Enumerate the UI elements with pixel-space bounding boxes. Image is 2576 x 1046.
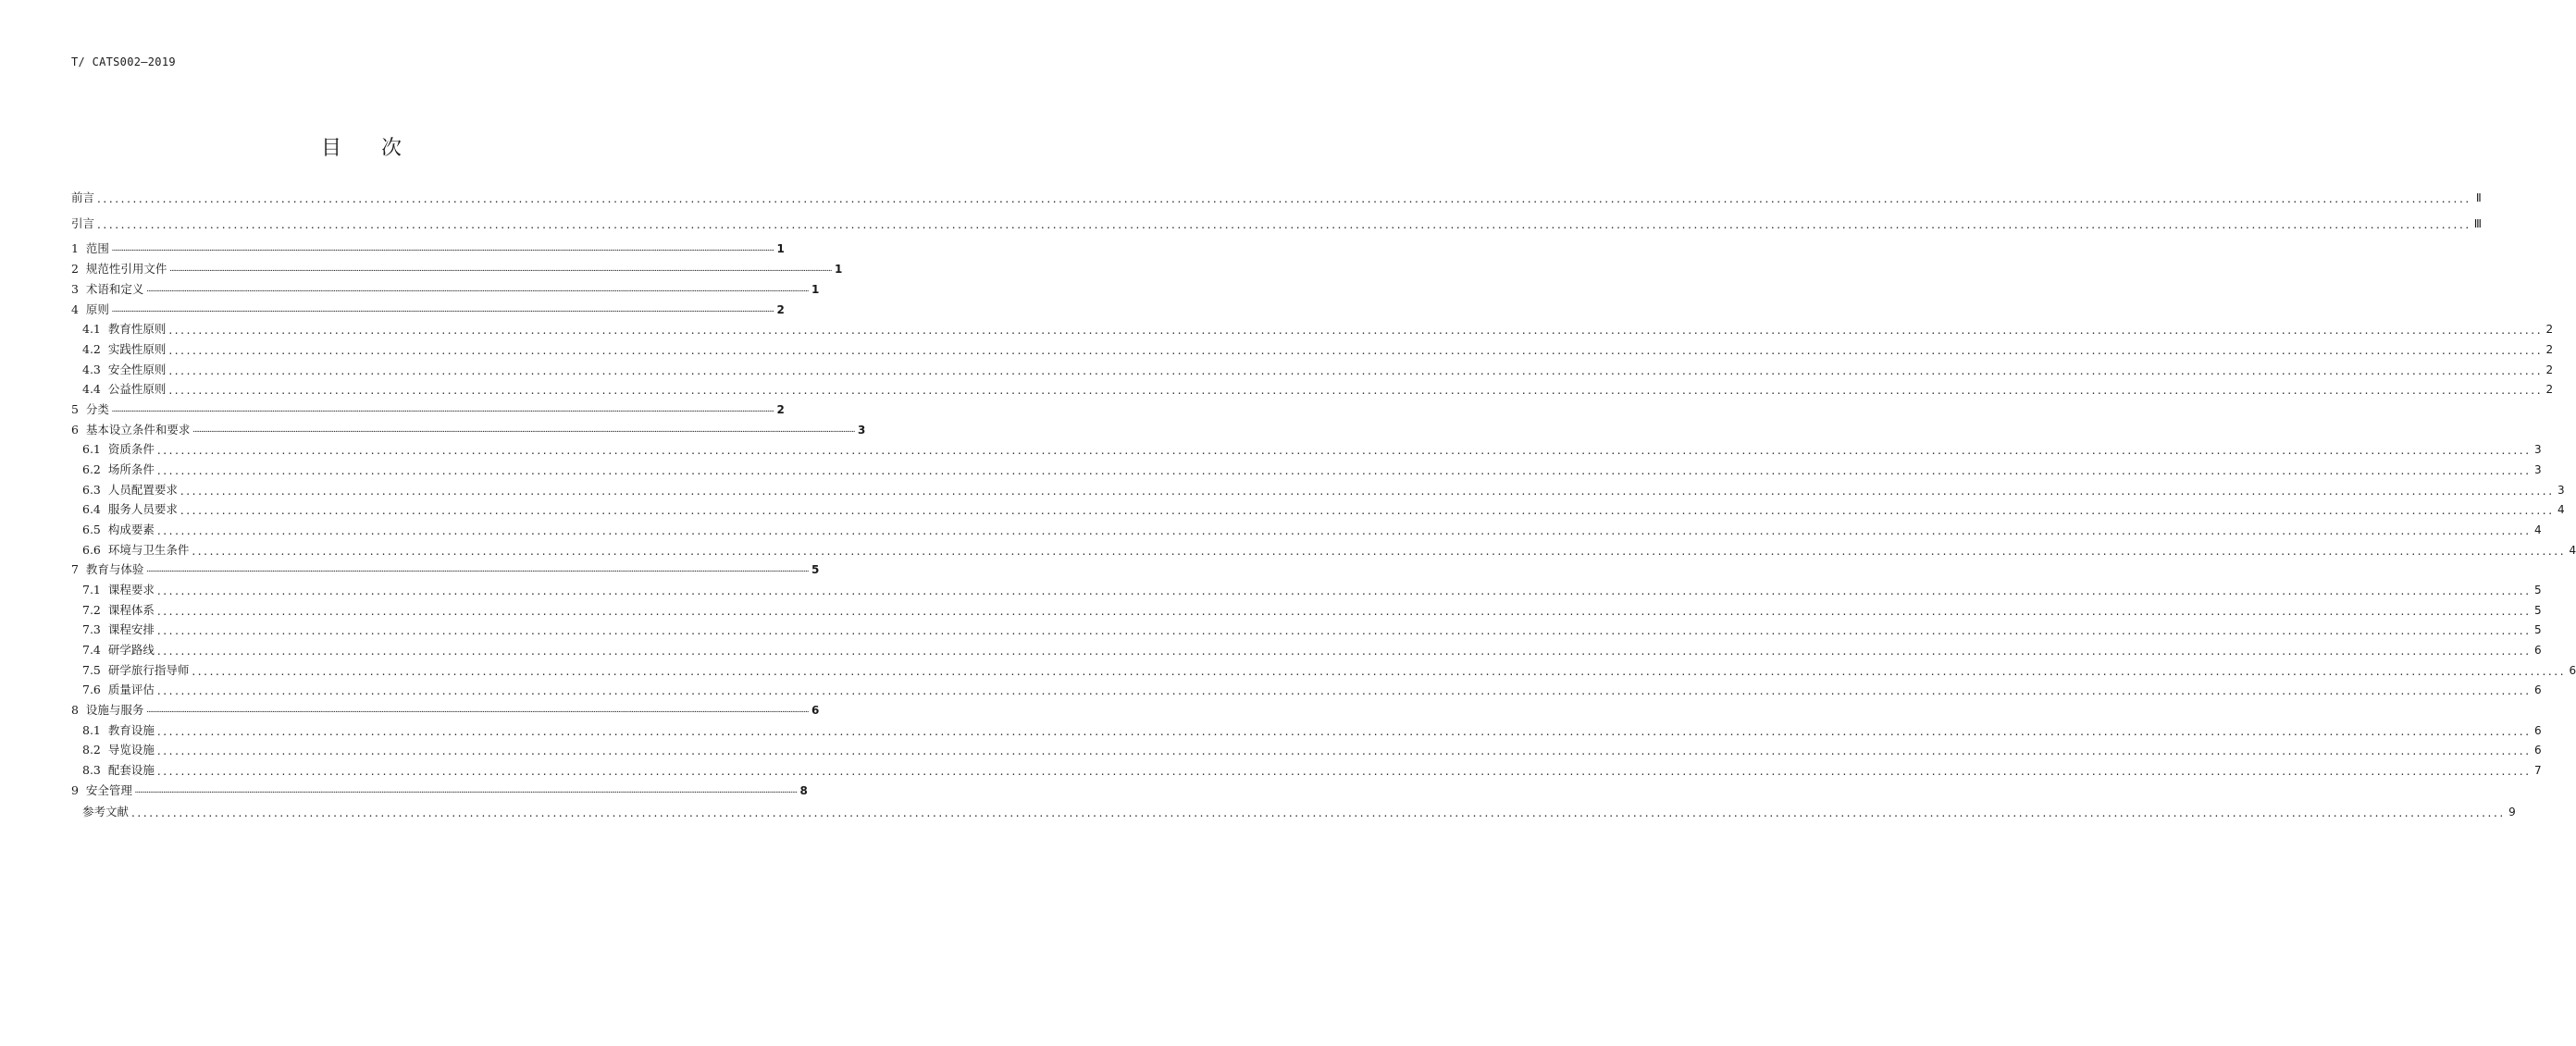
toc-entry[interactable]: [71, 342, 2554, 357]
toc-entry[interactable]: [71, 262, 843, 276]
toc-entry[interactable]: [71, 462, 2542, 477]
toc-entry-label: 3 术语和定义: [71, 282, 144, 296]
toc-leader-dots: ................................................................................................................................................................................................................................................................................................................................................................................................................: [146, 708, 809, 714]
toc-entry[interactable]: [71, 683, 2542, 697]
toc-leader-dots: ................................................................................................................................................................................................................................................................................................................................................................................................................: [134, 788, 798, 794]
toc-page-number: 8: [799, 784, 808, 797]
toc-entry-label: 6.3 人员配置要求: [82, 483, 178, 497]
toc-leader-dots: ................................................................................................................................................................................................................................................................................................................................................................................................................: [156, 765, 2532, 778]
toc-entry-label: 6.6 环境与卫生条件: [82, 543, 190, 557]
toc-leader-dots: ................................................................................................................................................................................................................................................................................................................................................................................................................: [156, 605, 2532, 618]
toc-entry[interactable]: [71, 562, 820, 576]
toc-page-number: 6: [2569, 664, 2576, 677]
toc-entry-label: 6 基本设立条件和要求: [71, 423, 191, 437]
toc-entry-label: 5 分类: [71, 402, 109, 416]
toc-entry-label: 6.1 资质条件: [82, 442, 155, 456]
toc-page-number: 3: [857, 424, 866, 437]
toc-page-number: 3: [2557, 484, 2565, 497]
toc-page-number: 6: [2533, 644, 2542, 657]
toc-entry-label: 引言: [71, 216, 95, 230]
toc-page-number: 6: [2533, 683, 2542, 696]
toc-entry-label: 7.5 研学旅行指导师: [82, 663, 190, 677]
toc-entry[interactable]: [71, 663, 2576, 678]
toc-leader-dots: ................................................................................................................................................................................................................................................................................................................................................................................................................: [192, 545, 2567, 558]
toc-entry[interactable]: [71, 543, 2576, 558]
toc-page-number: 7: [2533, 764, 2542, 777]
toc-entry[interactable]: [71, 241, 785, 255]
toc-leader-dots: ................................................................................................................................................................................................................................................................................................................................................................................................................: [97, 192, 2471, 205]
toc-entry[interactable]: [71, 583, 2542, 597]
toc-page-number: 2: [2545, 383, 2554, 396]
toc-entry[interactable]: [71, 442, 2542, 457]
toc-entry-label: 前言: [71, 191, 95, 204]
toc-entry[interactable]: [71, 382, 2554, 397]
toc-entry[interactable]: [71, 322, 2554, 337]
toc-page-number: 2: [2545, 343, 2554, 356]
toc-page-number: 3: [2533, 463, 2542, 476]
toc-entry[interactable]: [71, 191, 2482, 205]
toc-leader-dots: ................................................................................................................................................................................................................................................................................................................................................................................................................: [146, 567, 809, 573]
toc-entry[interactable]: [71, 483, 2565, 498]
toc-entry-label: 1 范围: [71, 241, 109, 255]
toc-entry-label: 7.4 研学路线: [82, 643, 155, 657]
toc-leader-dots: ................................................................................................................................................................................................................................................................................................................................................................................................................: [192, 427, 855, 434]
toc-entry-label: 8 设施与服务: [71, 703, 144, 717]
toc-leader-dots: ................................................................................................................................................................................................................................................................................................................................................................................................................: [131, 806, 2506, 819]
toc-page-number: 6: [811, 704, 820, 717]
toc-entry-label: 7.6 质量评估: [82, 683, 155, 696]
page-title: 目 次: [321, 137, 418, 160]
toc-page-number: 2: [2545, 323, 2554, 336]
toc-entry[interactable]: [71, 423, 866, 437]
toc-entry[interactable]: [71, 216, 2483, 231]
toc-entry[interactable]: [71, 805, 2516, 819]
toc-leader-dots: ................................................................................................................................................................................................................................................................................................................................................................................................................: [156, 444, 2532, 457]
toc-leader-dots: ................................................................................................................................................................................................................................................................................................................................................................................................................: [156, 585, 2532, 597]
toc-leader-dots: ................................................................................................................................................................................................................................................................................................................................................................................................................: [169, 266, 832, 273]
toc-page-number: 4: [2557, 503, 2565, 516]
toc-page-number: 6: [2533, 744, 2542, 757]
toc-leader-dots: ................................................................................................................................................................................................................................................................................................................................................................................................................: [97, 218, 2471, 231]
toc-entry[interactable]: [71, 723, 2542, 738]
toc-entry[interactable]: [71, 763, 2542, 778]
toc-leader-dots: ................................................................................................................................................................................................................................................................................................................................................................................................................: [168, 364, 2544, 377]
toc-entry-label: 6.5 构成要素: [82, 523, 155, 536]
toc-entry[interactable]: [71, 282, 820, 296]
toc-entry[interactable]: [71, 643, 2542, 658]
toc-entry[interactable]: [71, 622, 2542, 637]
toc-leader-dots: ................................................................................................................................................................................................................................................................................................................................................................................................................: [168, 344, 2544, 357]
toc-entry[interactable]: [71, 402, 785, 416]
toc-leader-dots: ................................................................................................................................................................................................................................................................................................................................................................................................................: [156, 645, 2532, 658]
toc-entry-label: 8.1 教育设施: [82, 723, 155, 737]
toc-leader-dots: ................................................................................................................................................................................................................................................................................................................................................................................................................: [192, 665, 2567, 678]
toc-entry-label: 6.4 服务人员要求: [82, 502, 178, 516]
toc-entry[interactable]: [71, 743, 2542, 757]
toc-page-number: 1: [776, 242, 785, 255]
toc-page-number: 5: [2533, 604, 2542, 617]
toc-leader-dots: ................................................................................................................................................................................................................................................................................................................................................................................................................: [180, 504, 2555, 517]
toc-entry-label: 参考文献: [82, 805, 130, 818]
toc-leader-dots: ................................................................................................................................................................................................................................................................................................................................................................................................................: [156, 524, 2532, 537]
toc-entry[interactable]: [71, 703, 820, 717]
toc-page-number: 3: [2533, 443, 2542, 456]
toc-entry[interactable]: [71, 502, 2565, 517]
toc-leader-dots: ................................................................................................................................................................................................................................................................................................................................................................................................................: [156, 464, 2532, 477]
toc-entry-label: 9 安全管理: [71, 783, 132, 797]
toc-entry-label: 8.3 配套设施: [82, 763, 155, 777]
toc-leader-dots: ................................................................................................................................................................................................................................................................................................................................................................................................................: [168, 324, 2544, 337]
toc-entry[interactable]: [71, 603, 2542, 618]
document-code: T/ CATS002—2019: [71, 55, 176, 68]
toc-entry-label: 7.2 课程体系: [82, 603, 155, 617]
toc-page-number: 2: [776, 403, 785, 416]
toc-page-number: 1: [811, 283, 820, 296]
toc-page-number: 9: [2508, 806, 2516, 818]
toc-entry-label: 4.4 公益性原则: [82, 382, 167, 396]
toc-page-number: 5: [811, 563, 820, 576]
toc-entry-label: 7.1 课程要求: [82, 583, 155, 597]
toc-page-number: Ⅱ: [2475, 191, 2482, 204]
toc-entry-label: 4.1 教育性原则: [82, 322, 167, 336]
toc-leader-dots: ................................................................................................................................................................................................................................................................................................................................................................................................................: [156, 745, 2532, 757]
toc-page-number: 5: [2533, 584, 2542, 597]
toc-page-number: Ⅲ: [2473, 217, 2483, 230]
toc-page-number: 6: [2533, 724, 2542, 737]
toc-entry-label: 4.2 实践性原则: [82, 342, 167, 356]
toc-entry-label: 7.3 课程安排: [82, 622, 155, 636]
toc-leader-dots: ................................................................................................................................................................................................................................................................................................................................................................................................................: [156, 684, 2532, 697]
toc-entry-label: 6.2 场所条件: [82, 462, 155, 476]
toc-leader-dots: ................................................................................................................................................................................................................................................................................................................................................................................................................: [156, 725, 2532, 738]
toc-page-number: 4: [2569, 544, 2576, 557]
toc-leader-dots: ................................................................................................................................................................................................................................................................................................................................................................................................................: [168, 384, 2544, 397]
toc-page-number: 2: [2545, 363, 2554, 376]
toc-entry[interactable]: [71, 523, 2542, 537]
toc-leader-dots: ................................................................................................................................................................................................................................................................................................................................................................................................................: [156, 624, 2532, 637]
toc-page-number: 2: [776, 303, 785, 316]
toc-entry-label: 7 教育与体验: [71, 562, 144, 576]
toc-entry-label: 2 规范性引用文件: [71, 262, 167, 276]
toc-entry[interactable]: [71, 302, 785, 316]
toc-entry[interactable]: [71, 363, 2554, 377]
toc-leader-dots: ................................................................................................................................................................................................................................................................................................................................................................................................................: [111, 407, 774, 413]
toc-entry-label: 4.3 安全性原则: [82, 363, 167, 376]
toc-leader-dots: ................................................................................................................................................................................................................................................................................................................................................................................................................: [111, 307, 774, 314]
toc-entry-label: 8.2 导览设施: [82, 743, 155, 757]
toc-leader-dots: ................................................................................................................................................................................................................................................................................................................................................................................................................: [180, 485, 2555, 498]
toc-page-number: 4: [2533, 523, 2542, 536]
toc-entry[interactable]: [71, 783, 808, 797]
toc-leader-dots: ................................................................................................................................................................................................................................................................................................................................................................................................................: [146, 287, 809, 293]
toc-page-number: 1: [834, 263, 843, 276]
toc-page-number: 5: [2533, 623, 2542, 636]
toc-entry-label: 4 原则: [71, 302, 109, 316]
toc-leader-dots: ................................................................................................................................................................................................................................................................................................................................................................................................................: [111, 246, 774, 252]
